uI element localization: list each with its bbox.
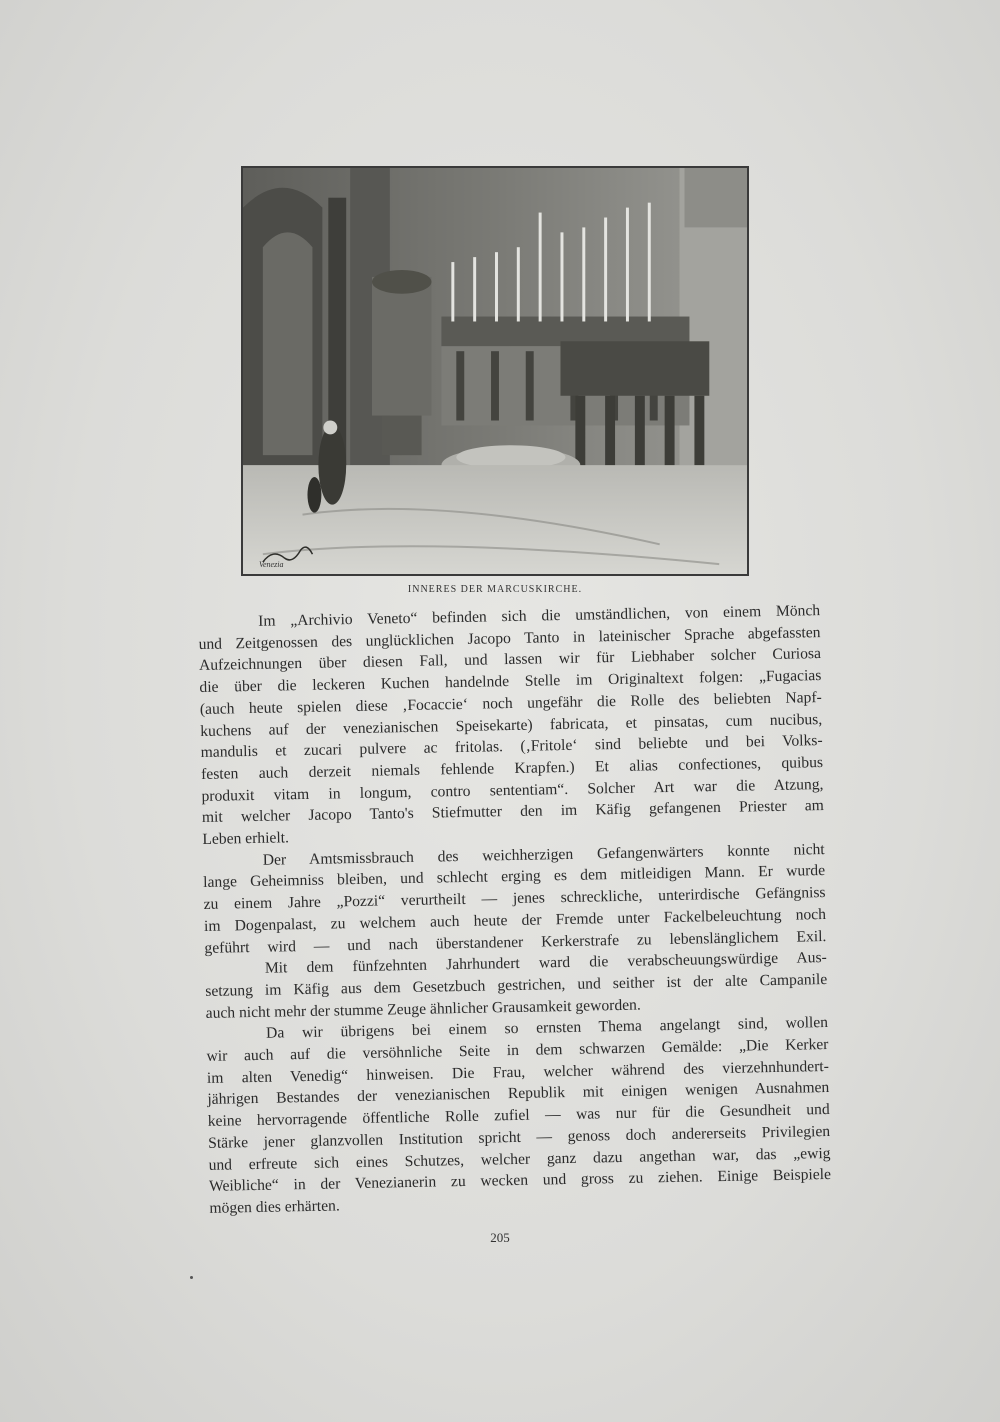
text-line: Der Amtsmissbrauch des weichherzigen Gefangenwärters konnte nicht <box>262 840 825 869</box>
text-line: auch nicht mehr der stumme Zeuge ähnlicher Grausamkeit geworden. <box>205 996 641 1022</box>
text-line: produxit vitam in longum, contro sententiam“. Solcher Art war die Atzung, <box>201 775 824 805</box>
text-line: zu einem Jahre „Pozzi“ verurtheilt — jenes schreckliche, unterirdische Gefängniss <box>203 884 826 914</box>
church-interior-picture <box>243 168 747 574</box>
text-line: die über die leckeren Kuchen handelnde Stelle im Originaltext folgen: „Fugacias <box>199 667 822 697</box>
text-line: geführt wird — und nach überstandener Kerkerstrafe zu lebenslänglichem Exil. <box>204 927 827 957</box>
text-line: im Dogenpalast, zu welchem auch heute der Fremde unter Fackelbeleuchtung noch <box>203 905 827 935</box>
paper-speck <box>190 1276 193 1279</box>
text-line: Im „Archivio Veneto“ befinden sich die umständlichen, von einem Mönch <box>258 602 821 630</box>
page-number: 205 <box>490 1230 510 1245</box>
artist-signature: Venezia <box>259 560 284 569</box>
text-line: keine hervorragende öffentliche Rolle zufiel — was nur für die Gesundheit und <box>207 1101 830 1131</box>
text-line: im alten Venedig“ hinweisen. Die Frau, welcher während des vierzehnhundert- <box>206 1057 829 1087</box>
text-line: Da wir übrigens bei einem so ernsten Thema angelangt sind, wollen <box>265 1014 829 1043</box>
body-text <box>198 600 832 1220</box>
text-line: Weibliche“ in der Venezianerin zu wecken und gross zu ziehen. Einige Beispiele <box>208 1166 832 1196</box>
text-line: mögen dies erhärten. <box>209 1197 340 1217</box>
text-line: mandulis et zucari pulvere ac fritolas. (‚Fritole‘ sind beliebte und bei Volks- <box>200 732 823 762</box>
text-line: wir auch auf die versöhnliche Seite in dem schwarzen Gemälde: „Die Kerker <box>206 1036 829 1065</box>
text-line: mit welcher Jacopo Tanto's Stiefmutter den im Käfig gefangenen Priester am <box>201 797 824 827</box>
text-line: festen auch derzeit niemals fehlende Krapfen.) Et alias confectiones, quibus <box>200 753 824 783</box>
text-line: Leben erhielt. <box>202 829 290 848</box>
text-line: lange Geheimniss bleiben, und schlecht erging es dem mitleidigen Mann. Er wurde <box>203 862 826 892</box>
engraving-illustration <box>241 166 749 576</box>
text-line: Aufzeichnungen über diesen Fall, und lassen wir für Liebhaber solcher Curiosa <box>198 645 822 675</box>
text-line: und erfreute sich eines Schutzes, welcher ganz dazu angethan war, das „ewig <box>208 1144 831 1174</box>
text-line: Mit dem fünfzehnten Jahrhundert ward die verabscheuungswürdige Aus- <box>264 949 827 978</box>
text-line: jährigen Bestandes der venezianischen Republik mit einigen wenigen Ausnahmen <box>207 1079 830 1109</box>
text-line: setzung im Käfig aus dem Gesetzbuch gestrichen, und seither ist der alte Campanile <box>205 970 828 1000</box>
text-line: kuchens auf der venezianischen Speisekarte) fabricata, et pinsatas, cum nucibus, <box>200 710 823 740</box>
text-line: Stärke jener glanzvollen Institution spricht — genoss doch andererseits Privilegien <box>208 1122 831 1152</box>
figure-caption: INNERES DER MARCUSKIRCHE. <box>407 584 583 595</box>
text-line: und Zeitgenossen des unglücklichen Jacopo Tanto in lateinischer Sprache abgefassten <box>198 623 821 653</box>
text-line: (auch heute spielen diese ‚Focaccie‘ noch ungefähr die Rolle des beliebten Napf- <box>199 688 822 718</box>
